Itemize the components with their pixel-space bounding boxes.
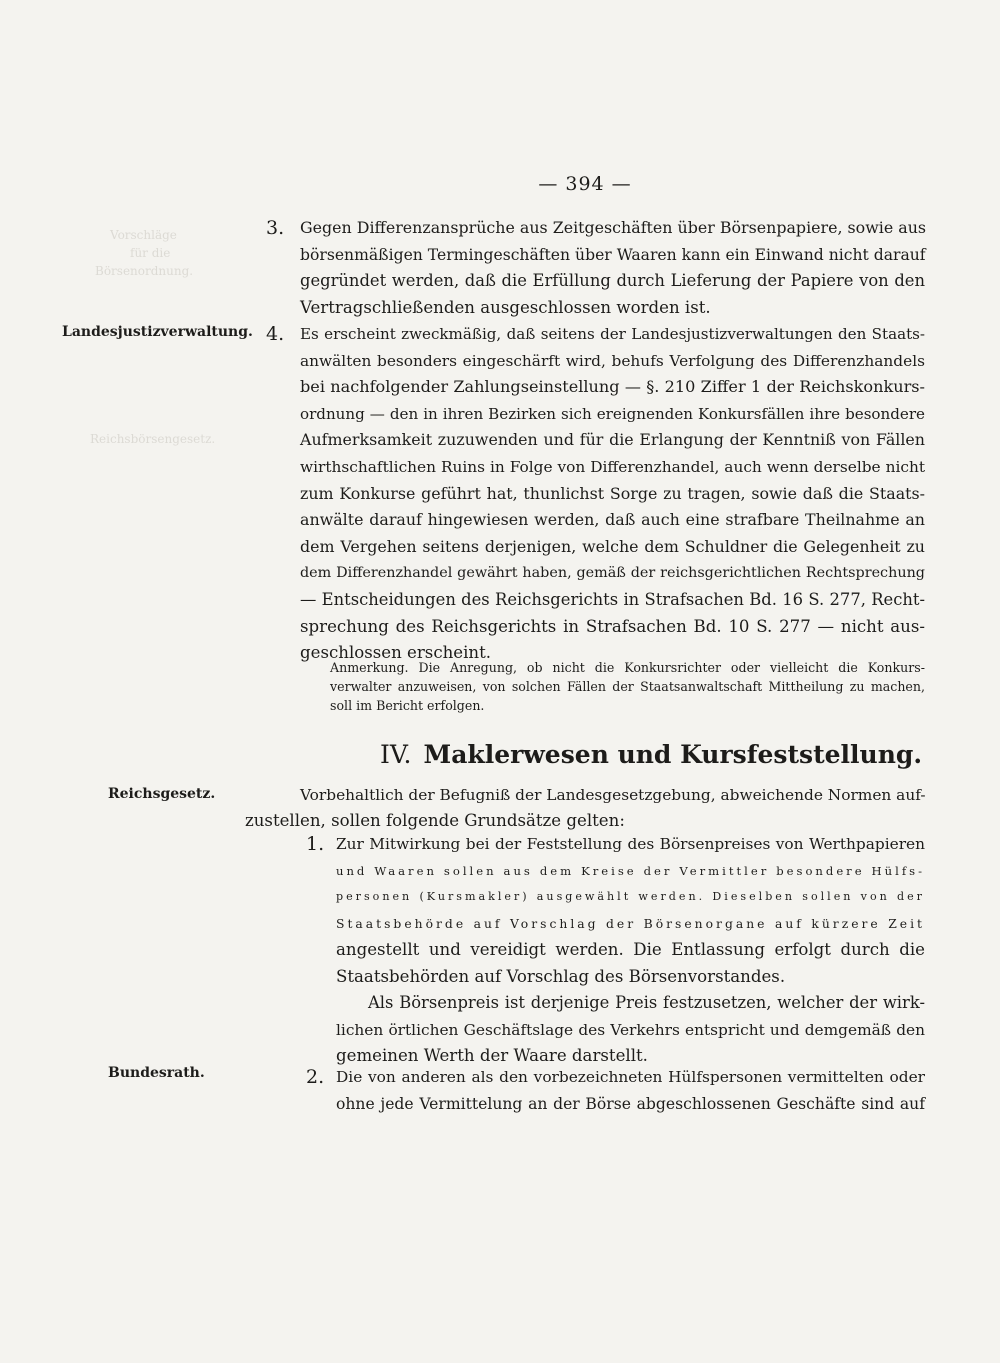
text-line: dem Vergehen seitens derjenigen, welche dem Schuldner die Gelegenheit zu xyxy=(300,536,925,556)
note-line: soll im Bericht erfolgen. xyxy=(330,698,485,713)
text-line: Aufmerksamkeit zuzuwenden und für die Erlangung der Kenntniß von Fällen xyxy=(300,430,925,450)
item-1-paragraph-2 xyxy=(336,990,925,1070)
item-4-number: 4. xyxy=(266,323,285,345)
show-through-text: Vorschläge xyxy=(110,228,177,242)
text-line: — Entscheidungen des Reichsgerichts in Strafsachen Bd. 16 S. 277, Recht- xyxy=(300,589,925,609)
section-title: Maklerwesen und Kursfeststellung. xyxy=(423,740,923,769)
note-line: verwalter anzuweisen, von solchen Fällen der Staatsanwaltschaft Mittheilung zu machen, xyxy=(330,679,925,694)
margin-note-reichsgesetz: Reichsgesetz. xyxy=(108,786,216,802)
text-line: personen (Kursmakler) ausgewählt werden. Dieselben sollen von der xyxy=(336,890,925,904)
text-line: Staatsbehörde auf Vorschlag der Börsenorgane auf kürzere Zeit xyxy=(336,916,925,931)
note-line: Anmerkung. Die Anregung, ob nicht die Konkursrichter oder vielleicht die Konkurs- xyxy=(330,660,925,675)
text-line: ohne jede Vermittelung an der Börse abgeschlossenen Geschäfte sind auf xyxy=(336,1094,925,1113)
show-through-text: Reichsbörsengesetz. xyxy=(90,432,216,446)
show-through-text: Börsenordnung. xyxy=(95,264,194,278)
text-line: zum Konkurse geführt hat, thunlichst Sorge zu tragen, sowie daß die Staats- xyxy=(300,483,925,503)
text-line: zustellen, sollen folgende Grundsätze gelten: xyxy=(245,811,625,830)
section-number: IV. xyxy=(380,740,412,769)
text-line: sprechung des Reichsgerichts in Strafsachen Bd. 10 S. 277 — nicht aus- xyxy=(300,616,925,636)
text-line: lichen örtlichen Geschäftslage des Verkehrs entspricht und demgemäß den xyxy=(336,1020,925,1039)
item-1-text xyxy=(336,831,925,991)
text-line: bei nachfolgender Zahlungseinstellung — §. 210 Ziffer 1 der Reichskonkurs- xyxy=(300,377,925,397)
text-line: Staatsbehörden auf Vorschlag des Börsenvorstandes. xyxy=(336,966,786,986)
item-2-text xyxy=(336,1064,925,1117)
margin-note-bundesrath: Bundesrath. xyxy=(108,1065,205,1081)
text-line: dem Differenzhandel gewährt haben, gemäß der reichsgerichtlichen Rechtsprechung xyxy=(300,565,925,582)
page-number: — 394 — xyxy=(538,173,632,195)
text-line: gemeinen Werth der Waare darstellt. xyxy=(336,1046,648,1066)
item-2-number: 2. xyxy=(306,1066,325,1088)
text-line: angestellt und vereidigt werden. Die Entlassung erfolgt durch die xyxy=(336,940,925,960)
text-line: ordnung — den in ihren Bezirken sich ereignenden Konkursfällen ihre besondere xyxy=(300,404,925,423)
text-line: Vorbehaltlich der Befugniß der Landesgesetzgebung, abweichende Normen auf- xyxy=(300,786,926,804)
margin-note-landesjustiz: Landesjustizverwaltung. xyxy=(62,324,253,340)
annotation-note xyxy=(330,658,925,715)
text-line: Die von anderen als den vorbezeichneten Hülfspersonen vermittelten oder xyxy=(336,1068,925,1086)
text-line: Vertragschließenden ausgeschlossen worden ist. xyxy=(300,297,711,317)
text-line: und Waaren sollen aus dem Kreise der Vermittler besondere Hülfs- xyxy=(336,863,925,878)
text-line: geschlossen erscheint. xyxy=(300,643,492,663)
item-3-text xyxy=(300,215,925,321)
text-line: börsenmäßigen Termingeschäften über Waaren kann ein Einwand nicht darauf xyxy=(300,245,926,264)
text-line: anwälte darauf hingewiesen werden, daß auch eine strafbare Theilnahme an xyxy=(300,510,925,530)
text-line: anwälten besonders eingeschärft wird, behufs Verfolgung des Differenzhandels xyxy=(300,351,925,370)
text-line: wirthschaftlichen Ruins in Folge von Differenzhandel, auch wenn derselbe nicht xyxy=(300,457,925,476)
text-line: Gegen Differenzansprüche aus Zeitgeschäften über Börsenpapiere, sowie aus xyxy=(300,218,927,237)
item-3-number: 3. xyxy=(266,217,285,239)
section-intro xyxy=(300,782,925,809)
section-heading xyxy=(380,740,923,769)
text-line: Zur Mitwirkung bei der Feststellung des Börsenpreises von Werthpapieren xyxy=(336,835,925,853)
text-line: gegründet werden, daß die Erfüllung durch Lieferung der Papiere von den xyxy=(300,271,925,291)
text-line: Es erscheint zweckmäßig, daß seitens der Landesjustizverwaltungen den Staats- xyxy=(300,325,925,343)
item-1-number: 1. xyxy=(306,833,325,855)
text-line: Als Börsenpreis ist derjenige Preis festzusetzen, welcher der wirk- xyxy=(368,993,925,1012)
item-4-text xyxy=(300,321,925,667)
show-through-text: für die xyxy=(130,246,171,260)
